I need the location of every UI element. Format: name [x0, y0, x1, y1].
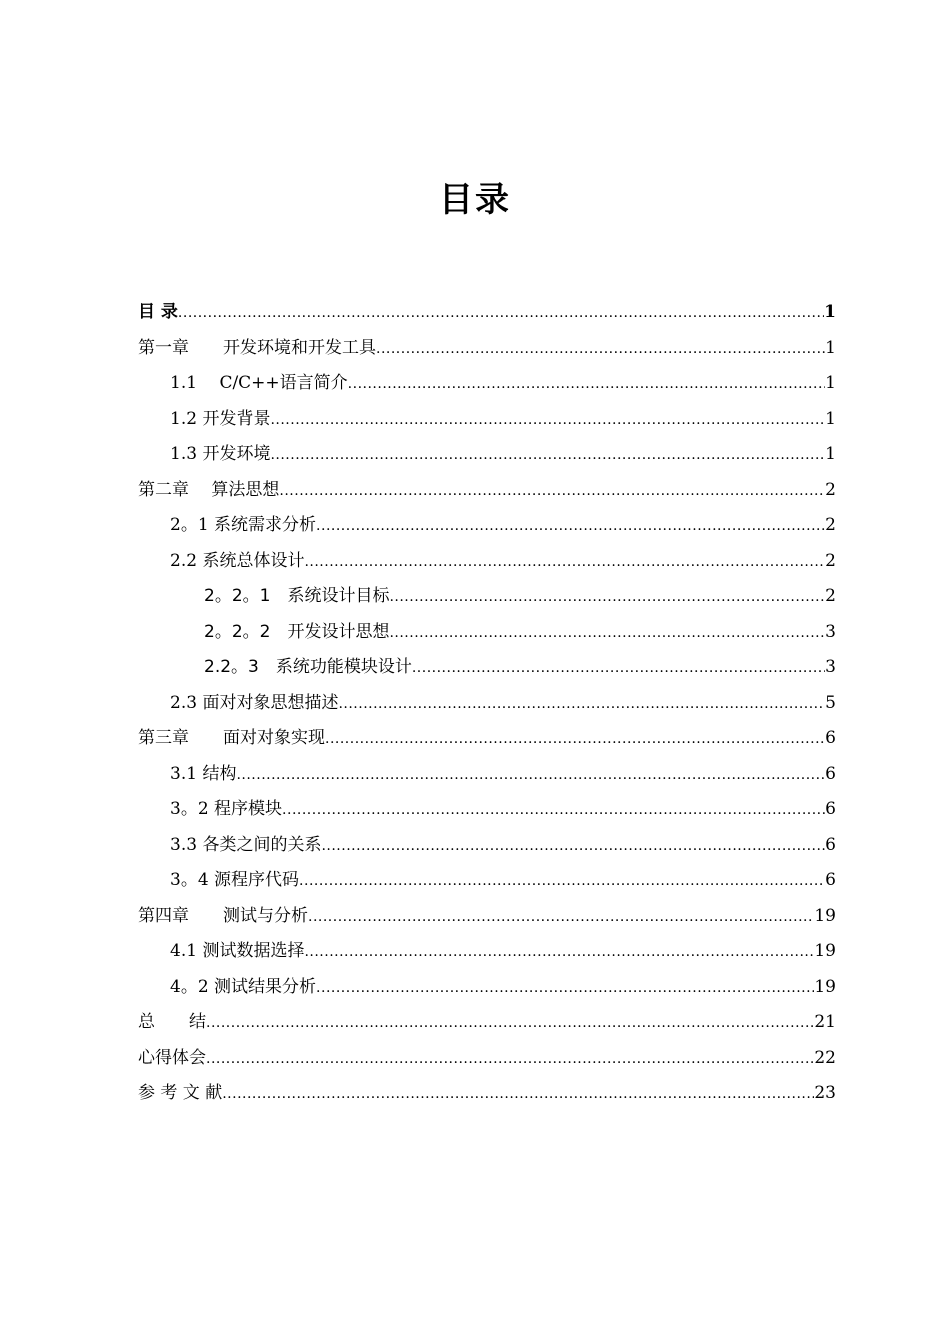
toc-entry-label: 心得体会: [138, 1047, 206, 1068]
toc-leader-dots: [270, 403, 825, 439]
toc-leader-dots: [282, 793, 825, 829]
toc-leader-dots: [412, 651, 825, 687]
toc-leader-dots: [206, 1042, 814, 1078]
toc-entry-label: 2。2。1 系统设计目标: [204, 586, 390, 606]
toc-entry[interactable]: [138, 544, 836, 580]
toc-entry-label: 2。1 系统需求分析: [170, 515, 317, 535]
toc-entry-page: 6: [825, 834, 836, 855]
toc-entry[interactable]: [138, 792, 836, 828]
toc-leader-dots: [389, 616, 825, 652]
toc-entry[interactable]: [138, 650, 836, 686]
toc-entry-page: 19: [814, 941, 836, 961]
toc-entry-label: 3。2 程序模块: [170, 799, 283, 819]
toc-entry[interactable]: [138, 1041, 836, 1077]
toc-entry-label: 2.3 面对对象思想描述: [170, 692, 339, 713]
toc-entry[interactable]: [138, 721, 836, 757]
toc-leader-dots: [308, 900, 814, 936]
page-title: 目录: [439, 180, 511, 220]
toc-entry-label: 1.2 开发背景: [170, 408, 271, 429]
toc-leader-dots: [321, 829, 825, 865]
toc-entry-label: 4。2 测试结果分析: [170, 976, 317, 997]
toc-entry[interactable]: [138, 1076, 836, 1112]
toc-entry-label: 3。4 源程序代码: [170, 870, 300, 890]
toc-entry-page: 19: [814, 976, 836, 997]
toc-entry-page: 6: [825, 728, 836, 748]
toc-entry-label: 第一章 开发环境和开发工具: [138, 337, 376, 358]
toc-entry[interactable]: [138, 686, 836, 722]
toc-entry[interactable]: [138, 402, 836, 438]
toc-entry-page: 6: [825, 763, 836, 784]
toc-entry-page: 2: [825, 586, 836, 606]
toc-entry[interactable]: [138, 863, 836, 899]
toc-leader-dots: [222, 1077, 814, 1113]
toc-leader-dots: [376, 332, 825, 368]
toc-entry-label: 2。2。2 开发设计思想: [204, 621, 390, 642]
toc-leader-dots: [178, 296, 824, 332]
toc-entry-label: 2.2。3 系统功能模块设计: [204, 657, 412, 677]
toc-entry[interactable]: [138, 757, 836, 793]
toc-entry-page: 5: [825, 692, 836, 713]
toc-entry-label: 第四章 测试与分析: [138, 905, 308, 926]
toc-leader-dots: [299, 864, 825, 900]
toc-entry-page: 1: [825, 337, 836, 358]
toc-entry[interactable]: [138, 970, 836, 1006]
toc-leader-dots: [236, 758, 825, 794]
toc-leader-dots: [325, 722, 825, 758]
toc-leader-dots: [206, 1006, 814, 1042]
toc-entry[interactable]: [138, 615, 836, 651]
toc-entry[interactable]: [138, 579, 836, 615]
toc-entry-page: 1: [824, 302, 836, 322]
toc-entry-page: 1: [825, 408, 836, 429]
toc-entry-page: 1: [825, 444, 836, 464]
toc-entry[interactable]: [138, 828, 836, 864]
toc-entry[interactable]: [138, 508, 836, 544]
toc-entry[interactable]: [138, 366, 836, 402]
table-of-contents: [138, 295, 836, 1112]
toc-leader-dots: [304, 935, 814, 971]
toc-entry[interactable]: [138, 295, 836, 331]
toc-leader-dots: [389, 580, 825, 616]
toc-entry-page: 22: [814, 1047, 836, 1068]
toc-entry-page: 3: [825, 657, 836, 677]
toc-leader-dots: [348, 367, 826, 403]
toc-entry[interactable]: [138, 331, 836, 367]
toc-leader-dots: [279, 474, 825, 510]
toc-entry-label: 1.1 C/C++语言简介: [170, 373, 348, 393]
toc-entry[interactable]: [138, 934, 836, 970]
toc-leader-dots: [316, 971, 814, 1007]
toc-entry-page: 21: [814, 1012, 836, 1032]
toc-entry[interactable]: [138, 1005, 836, 1041]
toc-entry-page: 2: [825, 515, 836, 535]
toc-entry[interactable]: [138, 899, 836, 935]
toc-leader-dots: [316, 509, 825, 545]
toc-entry-label: 参 考 文 献: [138, 1083, 223, 1103]
toc-entry-label: 总 结: [138, 1012, 206, 1032]
toc-entry-label: 4.1 测试数据选择: [170, 941, 305, 961]
toc-entry-page: 6: [825, 870, 836, 890]
toc-entry[interactable]: [138, 437, 836, 473]
toc-entry-page: 2: [825, 479, 836, 500]
toc-entry-label: 3.1 结构: [170, 763, 237, 784]
toc-entry-page: 19: [814, 905, 836, 926]
toc-entry-page: 6: [825, 799, 836, 819]
toc-entry-label: 2.2 系统总体设计: [170, 550, 305, 571]
toc-leader-dots: [270, 438, 825, 474]
toc-entry-label: 1.3 开发环境: [170, 444, 271, 464]
toc-entry-page: 1: [825, 373, 836, 393]
toc-entry[interactable]: [138, 473, 836, 509]
toc-entry-label: 第二章 算法思想: [138, 479, 280, 500]
toc-entry-label: 目 录: [138, 302, 178, 322]
toc-entry-label: 3.3 各类之间的关系: [170, 834, 322, 855]
toc-entry-label: 第三章 面对对象实现: [138, 728, 325, 748]
toc-entry-page: 3: [825, 621, 836, 642]
toc-entry-page: 2: [825, 550, 836, 571]
toc-leader-dots: [304, 545, 825, 581]
toc-leader-dots: [338, 687, 825, 723]
toc-entry-page: 23: [814, 1083, 836, 1103]
